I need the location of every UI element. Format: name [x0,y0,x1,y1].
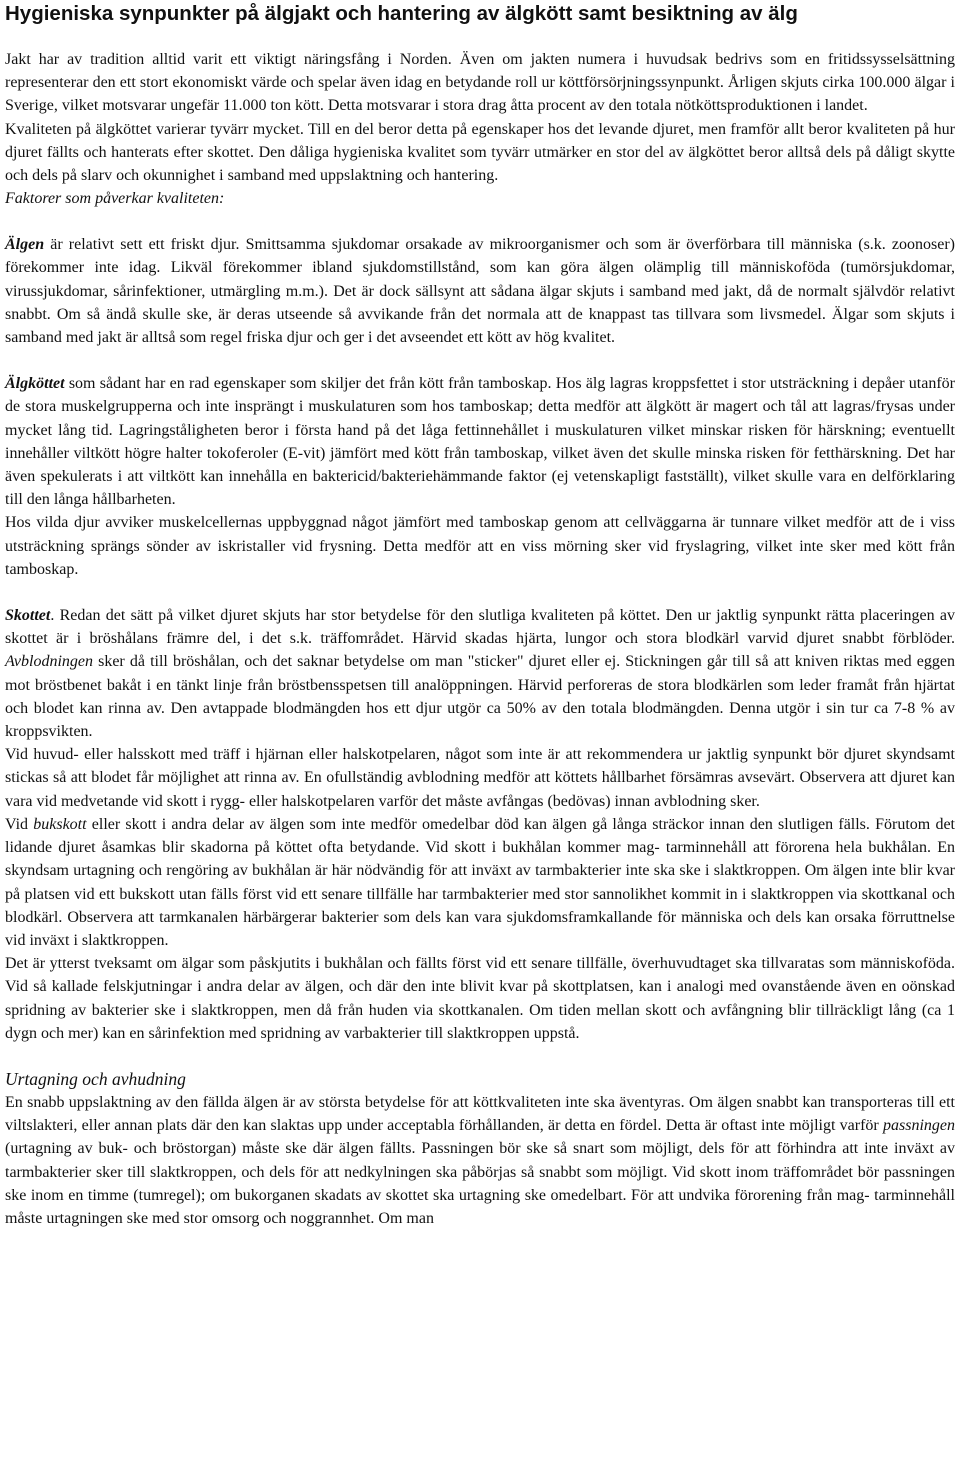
intro-paragraph-2: Kvaliteten på älgköttet varierar tyvärr mycket. Till en del beror detta på egenskaper hos det levande djuret, men framför allt beror kvaliteten på hur djuret fällts och hanterats efter skottet. Den dåliga hygieniska kvalitet som tyvärr utmärker en stor del av älgköttet beror alltså dels på dåligt skytte och dels på slarv och okunnighet i samband med uppslaktning och hantering. [5,120,955,185]
urtagning-paragraph-1 [5,1091,955,1230]
skottet-paragraph-3 [5,813,955,952]
algkottet-lead: Älgköttet [5,375,65,393]
algen-paragraph [5,233,955,349]
urtagning-heading: Urtagning och avhudning [5,1068,186,1089]
skottet-text-a: . Redan det sätt på vilket djuret skjuts har stor betydelse för den slutliga kvaliteten på köttet. Den ur jaktlig synpunkt rätta placeringen av skottet är i bröshålans främre del, i det s.k. träffområdet. Härvid skadas hjärta, lungor och stora blodkärl varvid djuret snabbt förblöder. [5,607,955,648]
skottet-text-b: sker då till bröshålan, och det saknar betydelse om man "sticker" djuret eller ej. Stickningen går till så att kniven riktas med eggen mot bröstbenet bakåt i en tänkt linje från bröstbensspetsen till analöppningen. Härvid perforeras de stora blodkärlen som leder framåt från hjärtat och blodet kan rinna av. Den avtappade blodmängden hos ett djur utgör ca 50% av den totala blodmängden. Denna utgör i sin tur ca 7-8 % av kroppsvikten. [5,653,955,741]
bukskott-text-b: eller skott i andra delar av älgen som inte medför omedelbar död kan älgen gå långa sträckor innan den slutligen fälls. Förutom det lidande djuret åsamkas blir skadorna på köttet ofta betydande. Vid skott i bukhålan kommer mag- tarminnehåll att förorena hela bukhålan. En skyndsam urtagning och rengöring av bukhålan är här nödvändig för att inväxt av tarmbakterier inte ska ske i slaktkroppen. Om älgen inte blir kvar på platsen vid ett bukskott utan fälls först vid ett senare tillfälle har tarmbakterier med stor sannolikhet kommit in i slaktkroppen via skottkanal och blodkärl. Observera att tarmkanalen härbärgerar bakterier som dels kan vara sjukdomsframkallande för människa och dels kan orsaka förruttnelse vid inväxt i slaktkroppen. [5,815,955,949]
algen-lead: Älgen [5,236,45,254]
algkottet-text: som sådant har en rad egenskaper som skiljer det från kött från tamboskap. Hos älg lagras kroppsfettet i stor utsträckning i depåer utanför de stora muskelgrupperna och inte insprängt i muskulaturen som hos tamboskap; detta medför att älgkött är magert och tål att lagras/frysas under mycket lång tid. Lagringståligheten beror i första hand på det låga fettinnehållet i muskulaturen vilket minskar risken för härskning; eventuellt innehåller viltkött högre halter tokoferoler (E-vit) jämfört med kött från tamboskap, vilket även det skulle minska risken för fetthärskning. Det har även spekulerats i att viltkött kan innehålla en baktericid/bakteriehämmande faktor (ej vetenskapligt fastställt), vilket skulle vara en delförklaring till den långa hållbarheten. [5,375,955,509]
avblodningen-term: Avblodningen [5,653,93,671]
skottet-paragraph-2: Vid huvud- eller halsskott med träff i hjärnan eller halskotpelaren, något som inte är att rekommendera ur jaktlig synpunkt bör djuret skyndsamt stickas så att blodet får möjlighet att rinna av. En ofullständig avblodning medför att köttets hållbarhet försämras avsevärt. Observera att djuret kan vara vid medvetande vid skott i rygg- eller halskotpelaren varför det måste avfångas (bedövas) innan avblodning sker. [5,746,955,810]
skottet-lead: Skottet [5,607,51,625]
bukskott-text-a: Vid [5,815,34,833]
bukskott-term: bukskott [33,815,87,833]
passningen-term: passningen [883,1117,955,1135]
intro-paragraph-1: Jakt har av tradition alltid varit ett viktigt näringsfång i Norden. Även om jakten numera i huvudsak bedrivs som en fritidssysselsättning representerar den ett stort ekonomiskt värde och spelar även idag en betydande roll ur köttförsörjningssynpunkt. Årligen skjuts cirka 100.000 älgar i Sverige, vilket motsvarar ungefär 11.000 ton kött. Detta motsvarar i stora drag åtta procent av den totala nötköttsproduktionen i landet. [5,51,955,115]
algen-text: är relativt sett ett friskt djur. Smittsamma sjukdomar orsakade av mikroorganismer och som är överförbara till människa (s.k. zoonoser) förekommer inte idag. Likväl förekommer ibland sjukdomstillstånd, som kan göra älgen olämplig till människoföda (tumörsjukdomar, virussjukdomar, sårinfektioner, utmärgling m.m.). Det är dock sällsynt att sådana älgar skjuts i samband med jakt, då de normalt självdör relativt snabbt. Om så ändå skulle ske, är deras utseende så avvikande från det normala att de knappast tas tillvara som livsmedel. Älgar som skjuts i samband med jakt är alltså som regel friska djur och ger i det avseendet ett kött av hög kvalitet. [5,236,955,347]
skottet-paragraph-1 [5,604,955,743]
skottet-paragraph-4: Det är ytterst tveksamt om älgar som påskjutits i bukhålan och fällts först vid ett senare tillfälle, överhuvudtaget ska tillvaratas som människoföda. Vid så kallade felskjutningar i andra delar av älgen, och där den inte blivit kvar på skottplatsen, kan i analogi med ovanstående även en oönskad spridning av bakterier ske i slaktkroppen, men då från huden via skottkanalen. Om tiden mellan skott och avfångning blir tillräckligt lång (ca 1 dygn och mer) kan en sårinfektion med spridning av varbakterier till slaktkroppen uppstå. [5,955,955,1042]
page-title: Hygieniska synpunkter på älgjakt och hantering av älgkött samt besiktning av älg [5,2,798,25]
algkottet-paragraph-2: Hos vilda djur avviker muskelcellernas uppbyggnad något jämfört med tamboskap genom att cellväggarna är tunnare vilket medför att de i viss utsträckning sprängs sönder av iskristaller vid frysning. Detta medför att en viss mörning sker vid fryslagring, vilket inte sker med kött från tamboskap. [5,514,955,578]
factors-heading: Faktorer som påverkar kvaliteten: [5,190,225,208]
urtagning-text-a: En snabb uppslaktning av den fällda älgen är av största betydelse för att köttkvaliteten inte ska äventyras. Om älgen snabbt kan transporteras till ett viltslakteri, eller annan plats där den kan slaktas upp under acceptabla förhållanden, är detta en fördel. Detta är oftast inte möjligt varför [5,1093,955,1135]
urtagning-text-b: (urtagning av buk- och bröstorgan) måste ske där älgen fällts. Passningen bör ske så snart som möjligt, dels för att förhindra att inte inväxt av tarmbakterier sker till slaktkroppen, och dels för att nedkylningen ska påbörjas så snabbt som möjligt. Vid skott inom träffområdet bör passningen ske inom en timme (tumregel); om bukorganen skadats av skottet ska urtagning ske omedelbart. För att undvika förorening från mag- tarminnehåll måste urtagningen ske med stor omsorg och noggrannhet. Om man [5,1140,955,1227]
algkottet-paragraph-1 [5,372,955,511]
